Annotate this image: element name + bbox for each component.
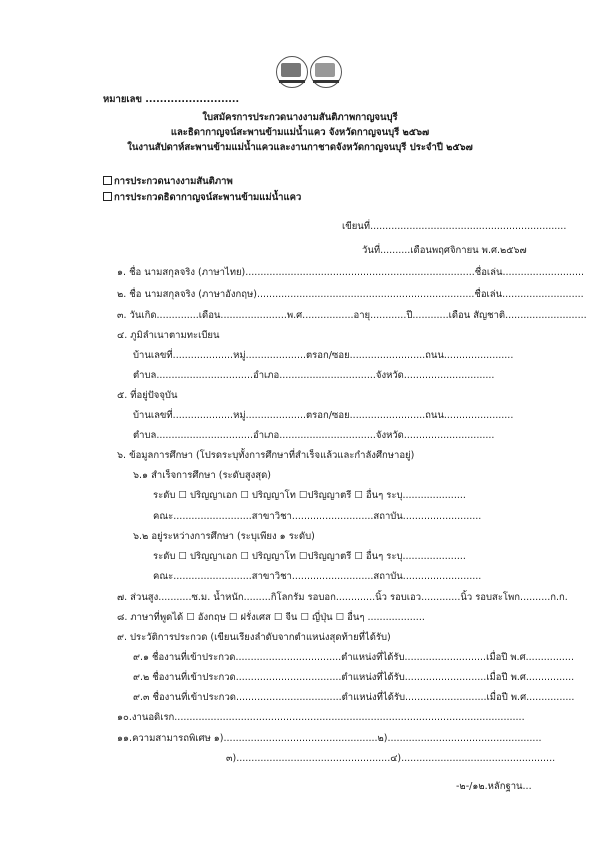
page-footer: -๒-/๑๒.หลักฐาน... [456, 781, 532, 792]
row-6-2-faculty: คณะ..........................สาขาวิชา...........................สถาบัน.......................... [153, 571, 482, 582]
row-4-registered-address: ๔. ภูมิลำเนาตามทะเบียน [117, 330, 220, 341]
row-6-1-faculty: คณะ..........................สาขาวิชา...........................สถาบัน.......................... [153, 511, 482, 522]
row-4-district: ตำบล................................อำเภอ................................จังหวัด.............................. [133, 370, 495, 381]
row-2-name-english: ๒. ชื่อ นามสกุลจริง (ภาษาอังกฤษ)........................................................................ชื่อเล่น........................... [117, 289, 584, 300]
redcross-fair-logo [310, 56, 342, 88]
title-line-3: ในงานสัปดาห์สะพานข้ามแม่น้ำแควและงานกาชาดจังหวัดกาญจนบุรี ประจำปี ๒๕๖๗ [127, 142, 473, 153]
written-at: เขียนที่................................................................. [342, 221, 567, 232]
row-1-name-thai: ๑. ชื่อ นามสกุลจริง (ภาษาไทย)............................................................................ชื่อเล่น........................... [117, 267, 584, 278]
row-9-pageant-history: ๙. ประวัติการประกวด (เขียนเรียงลำดับจากตำแหน่งสุดท้ายที่ได้รับ) [117, 632, 391, 643]
option-peace-pageant[interactable]: การประกวดนางงามสันติภาพ [103, 176, 233, 188]
row-11-special-talents: ๑๑.ความสามารถพิเศษ ๑)...................................................๒)................................................... [117, 733, 542, 744]
option-bridge-pageant[interactable]: การประกวดธิดากาญจน์สะพานข้ามแม่น้ำแคว [103, 192, 301, 204]
row-5-house: บ้านเลขที่....................หมู่....................ตรอก/ซอย.........................ถนน....................... [133, 410, 514, 421]
row-9-3: ๙.๓ ชื่องานที่เข้าประกวด...................................ตำแหน่งที่ได้รับ...........................เมื่อปี พ.ศ................ [133, 692, 575, 703]
document-number: หมายเลข .......................... [103, 94, 240, 105]
row-8-languages: ๘. ภาษาที่พูดได้ ☐ อังกฤษ ☐ ฝรั่งเศส ☐ จีน ☐ ญี่ปุ่น ☐ อื่นๆ ................... [117, 612, 425, 623]
row-5-current-address: ๕. ที่อยู่ปัจจุบัน [117, 390, 178, 401]
row-6-1-level: ระดับ ☐ ปริญญาเอก ☐ ปริญญาโท ☐ปริญญาตรี ☐ อื่นๆ ระบุ..................... [153, 490, 466, 501]
row-11-talents-cont: ๓)...................................................๔)................................................... [226, 753, 556, 764]
row-3-birthdate: ๓. วันเกิด..............เดือน......................พ.ศ.................อายุ............ปี............เดือน สัญชาติ........................... [117, 310, 587, 321]
province-seal-logo [276, 56, 308, 88]
row-6-2-studying: ๖.๒ อยู่ระหว่างการศึกษา (ระบุเพียง ๑ ระดับ) [133, 531, 315, 542]
date-line: วันที่..........เดือนพฤศจิกายน พ.ศ.๒๕๖๗ [362, 245, 527, 256]
row-6-education: ๖. ข้อมูลการศึกษา (โปรดระบุทั้งการศึกษาที่สำเร็จแล้วและกำลังศึกษาอยู่) [117, 450, 415, 461]
checkbox-icon[interactable] [103, 192, 112, 201]
row-5-district: ตำบล................................อำเภอ................................จังหวัด.............................. [133, 430, 495, 441]
row-4-house: บ้านเลขที่....................หมู่....................ตรอก/ซอย.........................ถนน....................... [133, 350, 514, 361]
title-line-2: และธิดากาญจน์สะพานข้ามแม่น้ำแคว จังหวัดกาญจนบุรี ๒๕๖๗ [170, 127, 430, 138]
row-6-2-level: ระดับ ☐ ปริญญาเอก ☐ ปริญญาโท ☐ปริญญาตรี ☐ อื่นๆ ระบุ..................... [153, 551, 466, 562]
checkbox-icon[interactable] [103, 176, 112, 185]
row-6-1-graduated: ๖.๑ สำเร็จการศึกษา (ระดับสูงสุด) [133, 470, 271, 481]
title-line-1: ใบสมัครการประกวดนางงามสันติภาพกาญจนบุรี [202, 112, 398, 123]
row-9-2: ๙.๒ ชื่องานที่เข้าประกวด...................................ตำแหน่งที่ได้รับ...........................เมื่อปี พ.ศ................ [133, 672, 575, 683]
row-10-hobbies: ๑๐.งานอดิเรก.................................................................................................................... [117, 712, 525, 723]
row-7-body-measurements: ๗. ส่วนสูง...........ซ.ม. น้ำหนัก.........กิโลกรัม รอบอก.............นิ้ว รอบเอว.............นิ้ว รอบสะโพก..........ก.ก. [117, 592, 568, 603]
row-9-1: ๙.๑ ชื่องานที่เข้าประกวด...................................ตำแหน่งที่ได้รับ...........................เมื่อปี พ.ศ................ [133, 652, 574, 663]
